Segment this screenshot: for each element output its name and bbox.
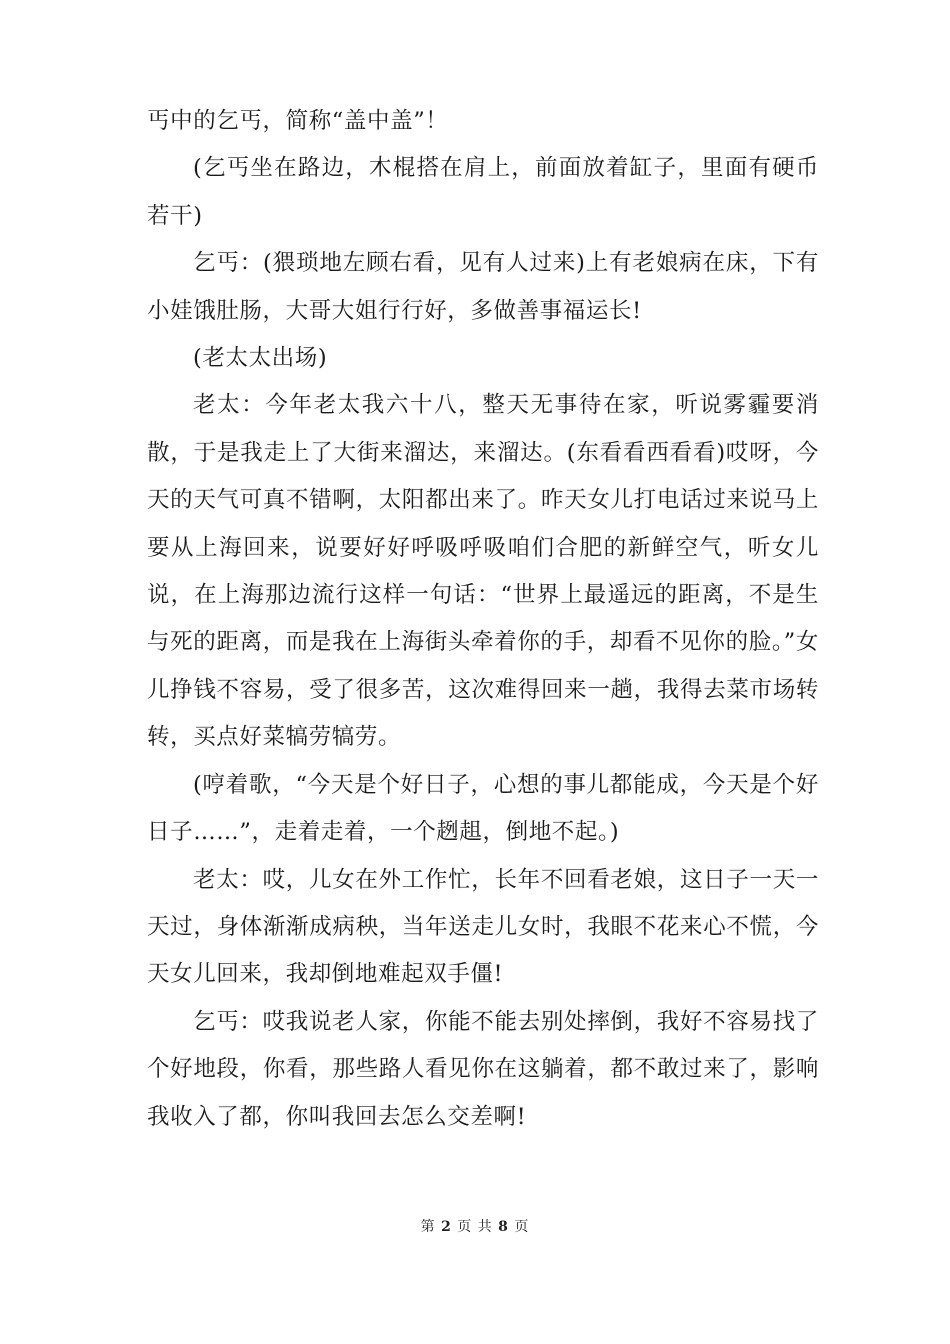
paragraph: (老太太出场) (193, 345, 328, 372)
current-page-number: 2 (441, 1219, 452, 1235)
paragraph: 老太：哎，儿女在外工作忙，长年不回看老娘，这日子一天一天过，身体渐渐成病秧，当年送走儿女时，我眼不花来心不慌，今天女儿回来，我却倒地难起双手僵! (147, 866, 819, 988)
paragraph: 乞丐：哎我说老人家，你能不能去别处摔倒，我好不容易找了个好地段，你看，那些路人看见你在这躺着，都不敢过来了，影响我收入了都，你叫我回去怎么交差啊! (147, 1008, 819, 1130)
footer-suffix: 页 (514, 1219, 530, 1235)
paragraph: (乞丐坐在路边，木棍搭在肩上，前面放着缸子，里面有硬币若干) (147, 155, 819, 229)
footer-middle: 页 共 (457, 1219, 493, 1235)
page-footer (0, 1216, 950, 1236)
paragraph: (哼着歌，“今天是个好日子，心想的事儿都能成，今天是个好日子……”，走着走着，一个趔趄，倒地不起。) (147, 771, 819, 846)
footer-prefix: 第 (420, 1219, 436, 1235)
paragraph: 丐中的乞丐，简称“盖中盖”！ (147, 108, 449, 134)
paragraph: 乞丐：(猥琐地左顾右看，见有人过来)上有老娘病在床，下有小娃饿肚肠，大哥大姐行行好，多做善事福运长! (147, 250, 819, 324)
body-text (147, 98, 819, 1141)
paragraph: 老太：今年老太我六十八，整天无事待在家，听说雾霾要消散，于是我走上了大街来溜达，来溜达。(东看看西看看)哎呀，今天的天气可真不错啊，太阳都出来了。昨天女儿打电话过来说马上要从上海回来，说要好好呼吸呼吸咱们合肥的新鲜空气，听女儿说，在上海那边流行这样一句话：“世界上最遥远的距离，不是生与死的距离，而是我在上海街头牵着你的手，却看不见你的脸。”女儿挣钱不容易，受了很多苦，这次难得回来一趟，我得去菜市场转转，买点好菜犒劳犒劳。 (147, 392, 819, 751)
total-pages-number: 8 (498, 1219, 509, 1235)
